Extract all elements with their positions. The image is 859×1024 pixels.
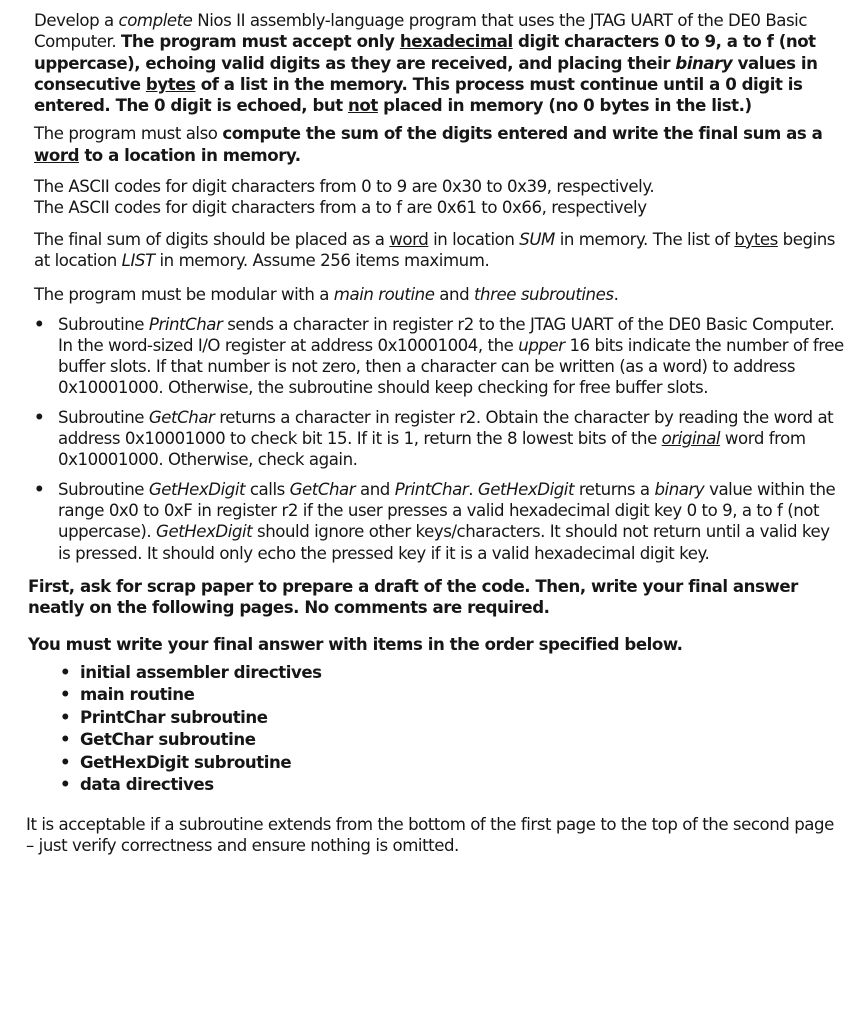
order-item: • PrintChar subroutine [60,707,844,730]
subroutine-list [34,314,844,564]
getchar-bullet: • Subroutine GetChar returns a character in register r2. Obtain the character by reading the word at address 0x10001000 to check bit 15. If it is 1, return the 8 lowest bits of the original word from 0x10001000. Otherwise, check again. [34,407,844,471]
assignment-page [26,10,844,856]
memory-locations-paragraph: The final sum of digits should be placed as a word in location SUM in memory. The list of bytes begins at location LIST in memory. Assume 256 items maximum. [34,229,836,270]
draft-instructions: First, ask for scrap paper to prepare a draft of the code. Then, write your final answer neatly on the following pages. No comments are required. [28,576,798,618]
printchar-bullet: • Subroutine PrintChar sends a character in register r2 to the JTAG UART of the DE0 Basic Computer. In the word-sized I/O register at address 0x10001004, the upper 16 bits indicate the number of free buffer slots. If that number is not zero, then a character can be written (as a word) to address 0x10001000. Otherwise, the subroutine should keep checking for free buffer slots. [34,314,844,399]
gethexdigit-bullet: • Subroutine GetHexDigit calls GetChar and PrintChar. GetHexDigit returns a binary value within the range 0x0 to 0xF in register r2 if the user presses a valid hexadecimal digit key 0 to 9, a to f (not uppercase). GetHexDigit should ignore other keys/characters. It should not return until a valid key is pressed. It should only echo the pressed key if it is a valid hexadecimal digit key. [34,479,844,564]
order-instructions: You must write your final answer with items in the order specified below. [28,635,683,655]
answer-order-list [60,662,844,797]
order-item: • main routine [60,684,844,707]
order-item: • GetHexDigit subroutine [60,752,844,775]
ascii-paragraph: The ASCII codes for digit characters from 0 to 9 are 0x30 to 0x39, respectively. The ASCII codes for digit characters from a to f are 0x61 to 0x66, respectively [34,177,655,218]
intro-paragraph: Develop a complete Nios II assembly-language program that uses the JTAG UART of the DE0 Basic Computer. The program must accept only hexadecimal digit characters 0 to 9, a to f (not uppercase), echoing valid digits as they are received, and placing their binary values in consecutive bytes of a list in the memory. This process must continue until a 0 digit is entered. The 0 digit is echoed, but not placed in memory (no 0 bytes in the list.) [34,11,818,116]
order-item: • data directives [60,774,844,797]
requirements-bold-text: The program must accept only hexadecimal digit characters 0 to 9, a to f (not uppercase), echoing valid digits as they are received, and placing their binary values in consecutive bytes of a list in the memory. This process must continue until a 0 digit is entered. The 0 digit is echoed, but not placed in memory (no 0 bytes in the list.) [34,32,818,116]
order-item: • initial assembler directives [60,662,844,685]
order-item: • GetChar subroutine [60,729,844,752]
modular-paragraph: The program must be modular with a main routine and three subroutines. [34,285,619,305]
closing-note: It is acceptable if a subroutine extends from the bottom of the first page to the top of the second page – just verify correctness and ensure nothing is omitted. [26,814,834,856]
sum-paragraph: The program must also compute the sum of the digits entered and write the final sum as a word to a location in memory. [34,124,823,165]
